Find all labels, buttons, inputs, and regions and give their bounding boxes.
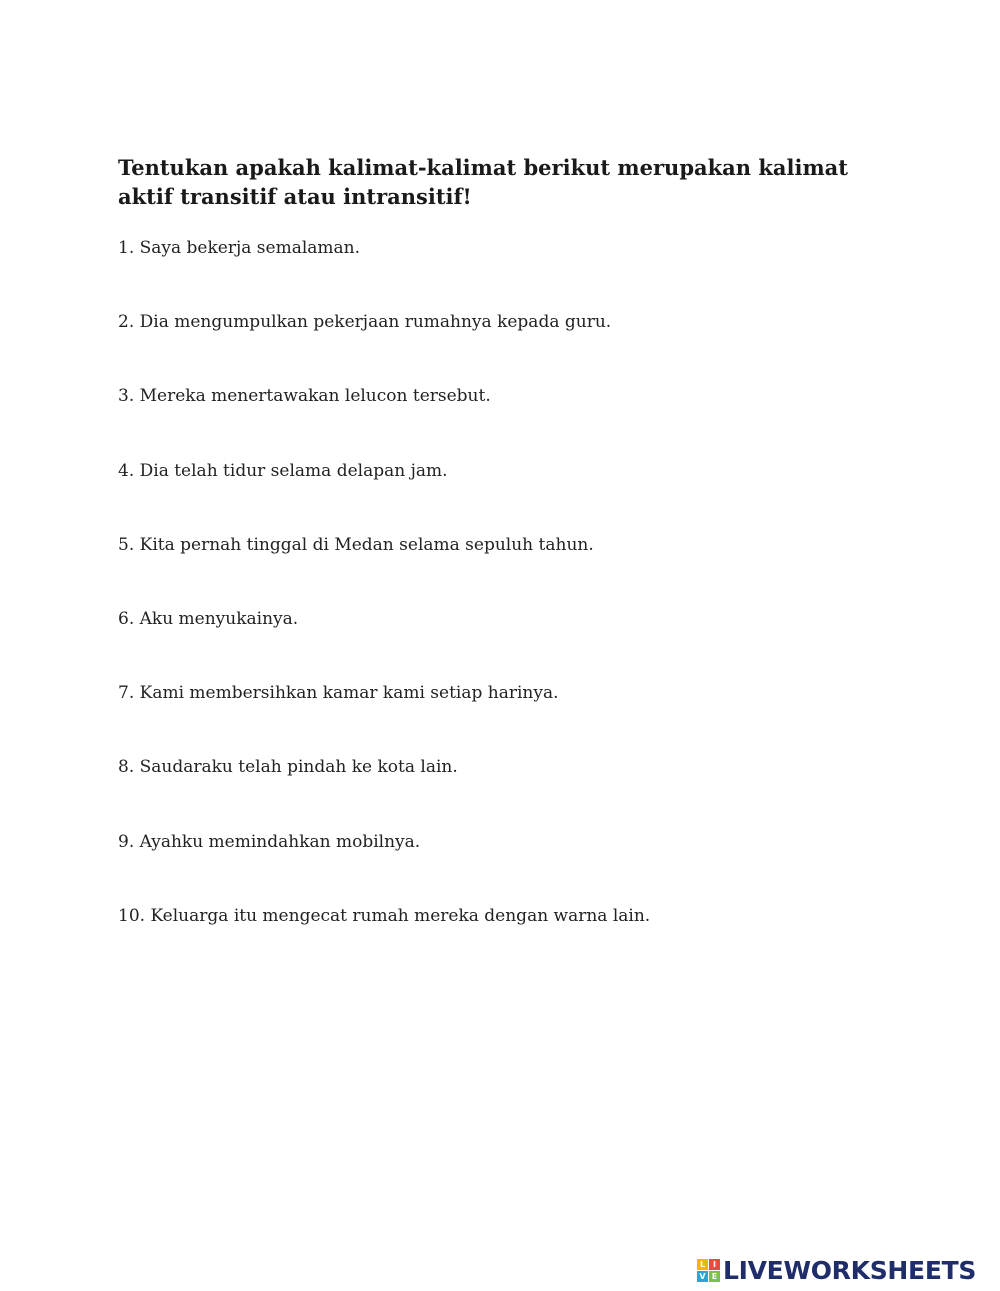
logo-letter-l: L <box>697 1259 708 1270</box>
question-item: 2. Dia mengumpulkan pekerjaan rumahnya kepada guru. <box>118 312 612 333</box>
question-item: 4. Dia telah tidur selama delapan jam. <box>118 460 448 481</box>
question-item: 5. Kita pernah tinggal di Medan selama sepuluh tahun. <box>118 534 594 555</box>
worksheet-title: Tentukan apakah kalimat-kalimat berikut merupakan kalimat aktif transitif atau intransitif! <box>118 155 848 209</box>
question-item: 10. Keluarga itu mengecat rumah mereka dengan warna lain. <box>118 905 651 926</box>
question-item: 8. Saudaraku telah pindah ke kota lain. <box>118 757 458 778</box>
question-item: 6. Aku menyukainya. <box>118 608 299 629</box>
logo-letter-v: V <box>697 1271 708 1282</box>
liveworksheets-brand <box>697 1254 976 1286</box>
brand-name: LIVEWORKSHEETS <box>723 1255 977 1285</box>
question-item: 9. Ayahku memindahkan mobilnya. <box>118 831 421 852</box>
question-item: 7. Kami membersihkan kamar kami setiap harinya. <box>118 683 559 704</box>
question-list <box>118 236 650 978</box>
logo-letter-e: E <box>709 1271 720 1282</box>
live-logo-icon <box>697 1259 720 1282</box>
logo-letter-i: I <box>709 1259 720 1270</box>
question-item: 3. Mereka menertawakan lelucon tersebut. <box>118 386 491 407</box>
question-item: 1. Saya bekerja semalaman. <box>118 238 361 258</box>
